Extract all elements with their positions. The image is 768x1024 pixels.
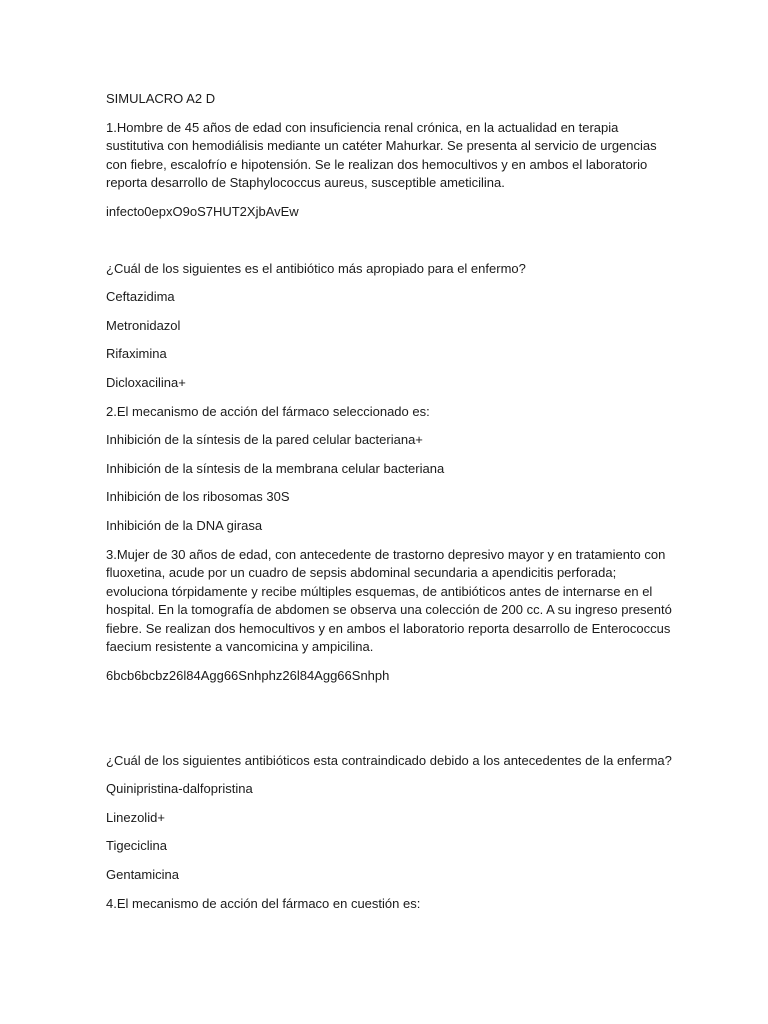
question-3-stem xyxy=(106,546,688,658)
question-2-prompt: 2.El mecanismo de acción del fármaco seleccionado es: xyxy=(106,403,430,419)
question-1-stem xyxy=(106,119,688,193)
stem-line: fiebre. Se realizan dos hemocultivos y en ambos el laboratorio reporta desarrollo de Enterococcus xyxy=(106,620,671,636)
stem-line: fluoxetina, acude por un cuadro de sepsis abdominal secundaria a apendicitis perforada; xyxy=(106,565,617,581)
stem-line: reporta desarrollo de Staphylococcus aureus, susceptible ameticilina. xyxy=(106,175,505,191)
question-2-option: Inhibición de los ribosomas 30S xyxy=(106,489,290,505)
question-3-code: 6bcb6bcbz26l84Agg66Snhphz26l84Agg66Snhph xyxy=(106,668,390,684)
question-3-prompt: ¿Cuál de los siguientes antibióticos esta contraindicado debido a los antecedentes de la enferma? xyxy=(106,752,672,768)
stem-line: con fiebre, escalofrío e hipotensión. Se le realizan dos hemocultivos y en ambos el laboratorio xyxy=(106,156,648,172)
question-2-option: Inhibición de la síntesis de la membrana celular bacteriana xyxy=(106,460,445,476)
question-1-option: Ceftazidima xyxy=(106,289,175,305)
stem-line: 1.Hombre de 45 años de edad con insuficiencia renal crónica, en la actualidad en terapia xyxy=(106,119,619,135)
stem-line: sustitutiva con hemodiálisis mediante un catéter Mahurkar. Se presenta al servicio de urgencias xyxy=(106,138,657,154)
question-3-option: Gentamicina xyxy=(106,867,179,883)
document-title: SIMULACRO A2 D xyxy=(106,91,216,106)
question-1-option: Rifaximina xyxy=(106,346,167,362)
question-3-option: Linezolid+ xyxy=(106,809,165,825)
question-1-option: Metronidazol xyxy=(106,317,181,333)
question-4-prompt: 4.El mecanismo de acción del fármaco en cuestión es: xyxy=(106,895,421,911)
question-2-option: Inhibición de la DNA girasa xyxy=(106,517,263,533)
stem-line: 3.Mujer de 30 años de edad, con antecedente de trastorno depresivo mayor y en tratamiento con xyxy=(106,546,666,562)
stem-line: faecium resistente a vancomicina y ampicilina. xyxy=(106,639,374,655)
question-1-code: infecto0epxO9oS7HUT2XjbAvEw xyxy=(106,203,299,219)
question-1-prompt: ¿Cuál de los siguientes es el antibiótico más apropiado para el enfermo? xyxy=(106,260,526,276)
question-3-option: Quinipristina-dalfopristina xyxy=(106,781,253,797)
stem-line: evoluciona tórpidamente y recibe múltiples esquemas, de antibióticos antes de internarse en el xyxy=(106,583,653,599)
question-3-option: Tigeciclina xyxy=(106,838,167,854)
question-2-option: Inhibición de la síntesis de la pared celular bacteriana+ xyxy=(106,432,423,448)
stem-line: hospital. En la tomografía de abdomen se observa una colección de 200 cc. A su ingreso presentó xyxy=(106,602,672,618)
question-1-option: Dicloxacilina+ xyxy=(106,374,186,390)
